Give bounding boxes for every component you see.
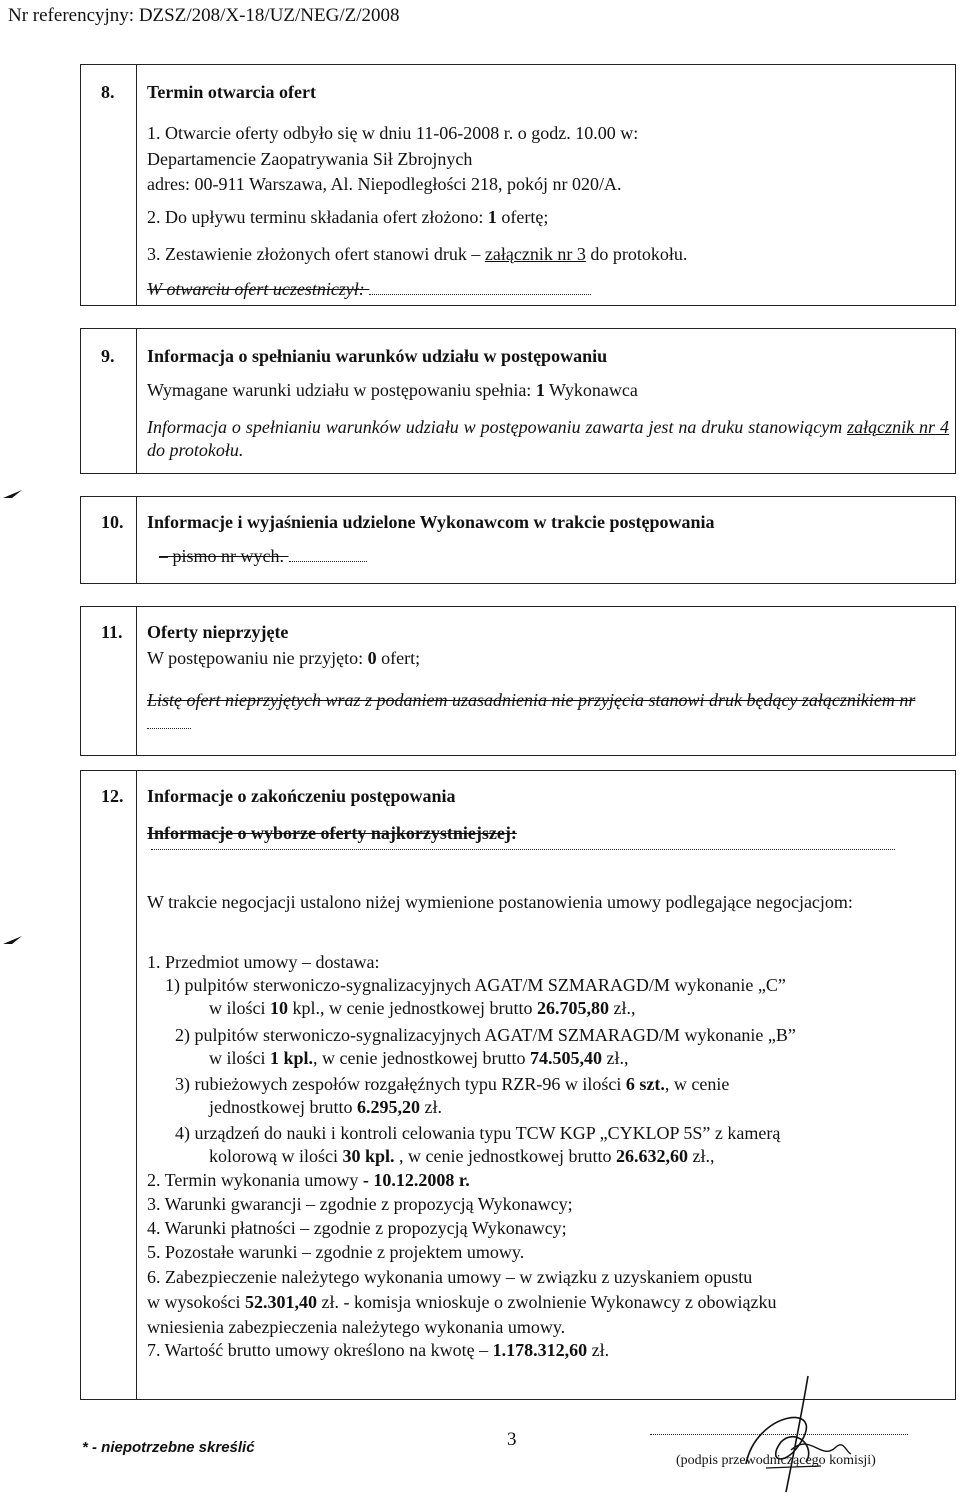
deadline-line: 2. Termin wykonania umowy - 10.12.2008 r. — [147, 1170, 470, 1190]
security-line-3: wniesienia zabezpieczenia należytego wykonania umowy. — [147, 1317, 566, 1337]
section-8 — [80, 64, 956, 306]
column-divider — [136, 771, 137, 1399]
section-title: Oferty nieprzyjęte — [147, 622, 289, 642]
item-3-line-1: 3) rubieżowych zespołów rozgałęźnych typu RZR-96 w ilości 6 szt., w cenie — [175, 1074, 730, 1094]
section-number: 10. — [101, 512, 124, 532]
offers-count-line: 2. Do upływu terminu składania ofert złożono: 1 ofertę; — [147, 207, 549, 227]
section-9 — [80, 328, 956, 474]
item-1-line-1: 1) pulpitów sterwoniczo-sygnalizacyjnych AGAT/M SZMARAGD/M wykonanie „C” — [165, 975, 786, 995]
item-4-line-1: 4) urządzeń do nauki i kontroli celowania typu TCW KGP „CYKLOP 5S” z kamerą — [175, 1123, 781, 1143]
blank-dotted-line — [151, 849, 895, 850]
other-terms-line: 5. Pozostałe warunki – zgodnie z projektem umowy. — [147, 1242, 525, 1262]
item-3-line-2: jednostkowej brutto 6.295,20 zł. — [209, 1097, 442, 1117]
letter-reference: – pismo nr wych. — [159, 545, 949, 568]
section-number: 8. — [101, 82, 115, 102]
section-10 — [80, 496, 956, 584]
subject-heading: 1. Przedmiot umowy – dostawa: — [147, 952, 380, 972]
item-2-line-1: 2) pulpitów sterwoniczo-sygnalizacyjnych AGAT/M SZMARAGD/M wykonanie „B” — [175, 1025, 796, 1045]
opening-line: 1. Otwarcie oferty odbyło się w dniu 11-06-2008 r. o godz. 10.00 w: — [147, 123, 639, 143]
opening-address: adres: 00-911 Warszawa, Al. Niepodległości 218, pokój nr 020/A. — [147, 174, 622, 194]
page-number: 3 — [507, 1429, 517, 1450]
binder-mark — [2, 482, 24, 492]
item-1-line-2: w ilości 10 kpl., w cenie jednostkowej brutto 26.705,80 zł., — [209, 998, 636, 1018]
signature — [646, 1372, 946, 1498]
security-line-2: w wysokości 52.301,40 zł. - komisja wnioskuje o zwolnienie Wykonawcy z obowiązku — [147, 1292, 777, 1312]
item-2-line-2: w ilości 1 kpl., w cenie jednostkowej brutto 74.505,40 zł., — [209, 1048, 629, 1068]
section-number: 9. — [101, 346, 115, 366]
warranty-line: 3. Warunki gwarancji – zgodnie z propozycją Wykonawcy; — [147, 1194, 573, 1214]
section-12 — [80, 770, 956, 1400]
participants-line: W otwarciu ofert uczestniczył: — [147, 278, 949, 301]
summary-line: 3. Zestawienie złożonych ofert stanowi druk – załącznik nr 3 do protokołu. — [147, 244, 688, 264]
signature-caption: (podpis przewodniczącego komisji) — [676, 1453, 876, 1468]
column-divider — [136, 65, 137, 305]
section-title: Termin otwarcia ofert — [147, 82, 316, 102]
section-number: 11. — [101, 622, 123, 642]
total-value-line: 7. Wartość brutto umowy określono na kwotę – 1.178.312,60 zł. — [147, 1340, 610, 1360]
footnote: * - niepotrzebne skreślić — [82, 1439, 255, 1456]
section-number: 12. — [101, 786, 124, 806]
conditions-info: Informacja o spełnianiu warunków udziału w postępowaniu zawarta jest na druku stanowiącym załącznik nr 4 do protokołu. — [147, 417, 949, 461]
column-divider — [136, 497, 137, 583]
rejected-list-line: Listę ofert nieprzyjętych wraz z podaniem uzasadnienia nie przyjęcia stanowi druk będący załącznikiem nr — [147, 689, 949, 736]
section-title: Informacje o zakończeniu postępowania — [147, 786, 456, 806]
reference-number: Nr referencyjny: DZSZ/208/X-18/UZ/NEG/Z/2008 — [8, 5, 400, 26]
conditions-line: Wymagane warunki udziału w postępowaniu spełnia: 1 Wykonawca — [147, 380, 638, 400]
column-divider — [136, 607, 137, 755]
rejected-count-line: W postępowaniu nie przyjęto: 0 ofert; — [147, 648, 421, 668]
binder-mark — [2, 928, 24, 938]
section-title: Informacje i wyjaśnienia udzielone Wykonawcom w trakcie postępowania — [147, 512, 715, 532]
item-4-line-2: kolorową w ilości 30 kpl. , w cenie jednostkowej brutto 26.632,60 zł., — [209, 1146, 715, 1166]
payment-line: 4. Warunki płatności – zgodnie z propozycją Wykonawcy; — [147, 1218, 567, 1238]
section-11 — [80, 606, 956, 756]
opening-place: Departamencie Zaopatrywania Sił Zbrojnych — [147, 149, 473, 169]
section-title: Informacja o spełnianiu warunków udziału w postępowaniu — [147, 346, 608, 366]
negotiation-intro: W trakcie negocjacji ustalono niżej wymienione postanowienia umowy podlegające negocjacjom: — [147, 892, 853, 912]
security-line-1: 6. Zabezpieczenie należytego wykonania umowy – w związku z uzyskaniem opustu — [147, 1267, 753, 1287]
struck-heading: Informacje o wyborze oferty najkorzystniejszej: — [147, 823, 517, 843]
column-divider — [136, 329, 137, 473]
